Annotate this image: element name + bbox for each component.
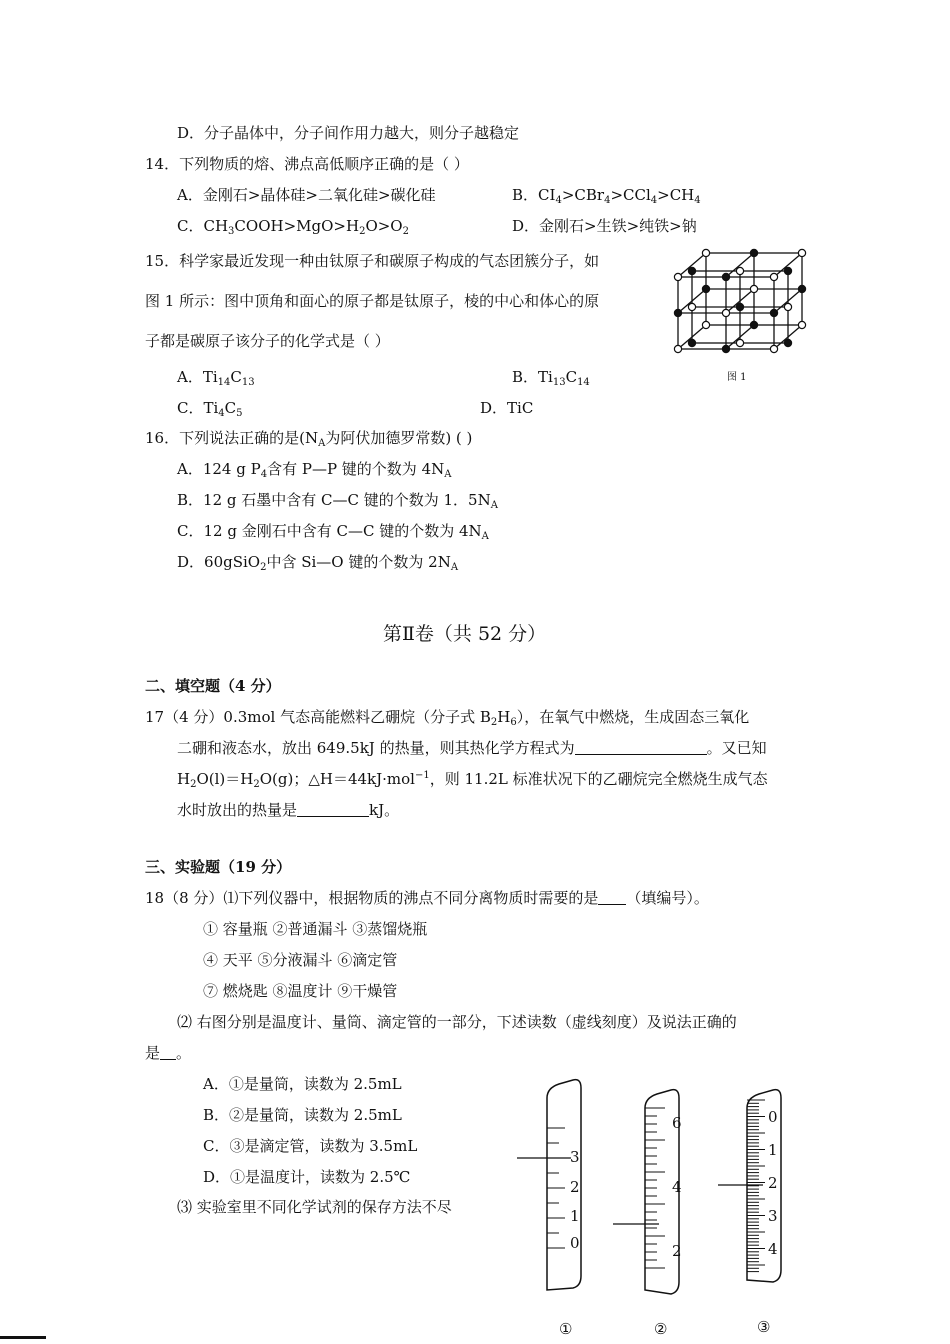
inst-caption-2: ②	[654, 1320, 668, 1338]
q14-stem: 14．下列物质的熔、沸点高低顺序正确的是（ ）	[145, 155, 469, 173]
section3-heading: 三、实验题（19 分）	[145, 858, 292, 876]
inst2-label-6: 6	[672, 1114, 682, 1132]
q16-option-d: D．60gSiO$_2$中含 Si—O 键的个数为 $2N_A$	[177, 553, 459, 573]
q15-option-a: A．$Ti_{14}C_{13}$	[177, 368, 255, 388]
q18-option-a: A．①是量筒，读数为 2.5mL	[203, 1075, 402, 1093]
q16-option-b: B．12 g 石墨中含有 C—C 键的个数为 1．$5N_A$	[177, 491, 498, 511]
q13-option-d: D．分子晶体中，分子间作用力越大，则分子越稳定	[177, 124, 520, 142]
inst3-label-4: 4	[768, 1240, 778, 1258]
inst-caption-1: ①	[559, 1320, 573, 1338]
q16-stem: 16．下列说法正确的是($N_A$为阿伏加德罗常数) ( )	[145, 429, 473, 449]
q18-row3: ⑦ 燃烧匙 ⑧温度计 ⑨干燥管	[203, 982, 398, 1000]
q14-option-a: A．金刚石>晶体硅>二氧化硅>碳化硅	[177, 186, 436, 204]
inst3-label-3: 3	[768, 1207, 778, 1225]
q18-answer-blank[interactable]	[598, 890, 626, 905]
q17-line2: 二硼和液态水，放出 649.5kJ 的热量，则其热化学方程式为 。又已知	[177, 739, 767, 757]
q17-heat-blank[interactable]	[297, 802, 369, 817]
q15-line1: 15．科学家最近发现一种由钛原子和碳原子构成的气态团簇分子，如	[145, 252, 600, 270]
q15-line3: 子都是碳原子该分子的化学式是（ ）	[145, 332, 390, 350]
inst-caption-3: ③	[757, 1318, 771, 1336]
q16-option-a: A．124 g $P_4$含有 P—P 键的个数为 $4N_A$	[177, 460, 452, 480]
q17-line1: 17（4 分）0.3mol 气态高能燃料乙硼烷（分子式 $B_2H_6$），在氧气中燃烧，生成固态三氧化	[145, 708, 750, 728]
q18-stem: 18（8 分）⑴下列仪器中，根据物质的沸点不同分离物质时需要的是 （填编号）。	[145, 889, 709, 907]
inst2-label-2: 2	[672, 1242, 682, 1260]
q15-option-b: B．$Ti_{13}C_{14}$	[512, 368, 590, 388]
q18-row2: ④ 天平 ⑤分液漏斗 ⑥滴定管	[203, 951, 398, 969]
inst3-label-0: 0	[768, 1108, 778, 1126]
q14-option-d: D．金刚石>生铁>纯铁>钠	[512, 217, 697, 235]
q15-line2: 图 1 所示：图中顶角和面心的原子都是钛原子，棱的中心和体心的原	[145, 292, 600, 310]
q17-line3: $H_2O(l)=H_2O(g)$；△H＝44kJ·mol$^{-1}$，则 11.2L 标准状况下的乙硼烷完全燃烧生成气态	[177, 770, 768, 790]
q18-part2-line2: 是 。	[145, 1044, 192, 1062]
inst1-label-0: 0	[570, 1234, 580, 1252]
page-edge-mark	[0, 1336, 46, 1339]
q18-row1: ① 容量瓶 ②普通漏斗 ③蒸馏烧瓶	[203, 920, 428, 938]
q17-equation-blank[interactable]	[575, 740, 707, 755]
q18-part2-blank[interactable]	[160, 1045, 176, 1060]
q15-option-c: C．$Ti_4C_5$	[177, 399, 243, 419]
inst1-label-3: 3	[570, 1148, 580, 1166]
inst1-label-2: 2	[570, 1178, 580, 1196]
q15-option-d: D．TiC	[480, 399, 534, 417]
inst1-label-1: 1	[570, 1207, 580, 1225]
q14-option-c: C．$CH_3COOH>MgO>H_2O>O_2$	[177, 217, 409, 237]
figure-1-caption: 图 1	[727, 372, 747, 383]
inst3-label-2: 2	[768, 1174, 778, 1192]
q16-option-c: C．12 g 金刚石中含有 C—C 键的个数为 $4N_A$	[177, 522, 489, 542]
q18-part3: ⑶ 实验室里不同化学试剂的保存方法不尽	[177, 1198, 452, 1216]
q18-part2-line1: ⑵ 右图分别是温度计、量筒、滴定管的一部分，下述读数（虚线刻度）及说法正确的	[177, 1013, 737, 1031]
section2-heading: 二、填空题（4 分）	[145, 677, 281, 695]
q14-option-b: B．$CI_4>CBr_4>CCl_4>CH_4$	[512, 186, 701, 206]
instruments-figure	[515, 1064, 825, 1344]
q18-option-b: B．②是量筒，读数为 2.5mL	[203, 1106, 402, 1124]
q17-line4: 水时放出的热量是 kJ。	[177, 801, 400, 819]
ti-c-cluster-figure	[668, 245, 808, 360]
inst3-label-1: 1	[768, 1141, 778, 1159]
q18-option-c: C．③是滴定管，读数为 3.5mL	[203, 1137, 418, 1155]
inst2-label-4: 4	[672, 1178, 682, 1196]
q18-option-d: D．①是温度计，读数为 2.5℃	[203, 1168, 411, 1186]
part2-title: 第Ⅱ卷（共 52 分）	[383, 623, 547, 645]
